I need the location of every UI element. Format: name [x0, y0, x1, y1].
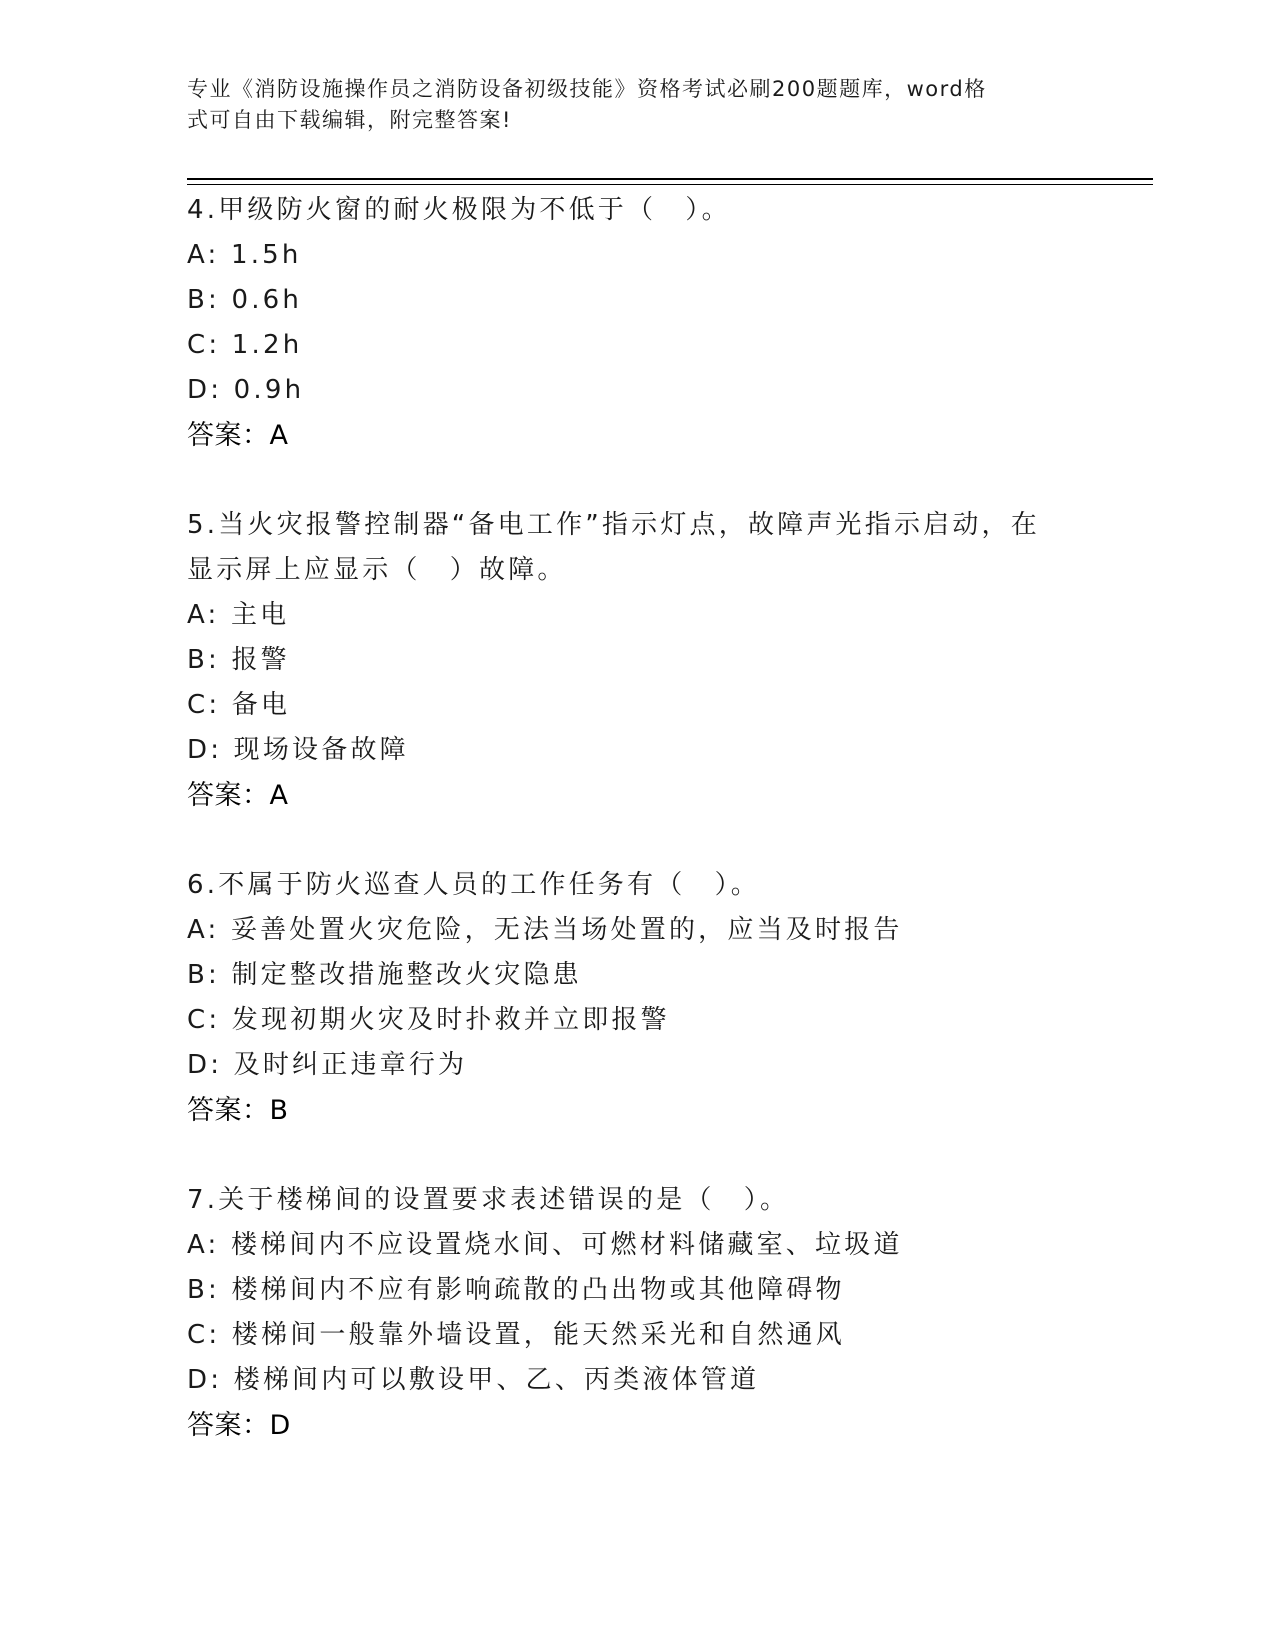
option-d: [187, 1358, 1087, 1403]
option-letter: A:: [187, 1230, 220, 1260]
answer-line: 答案：A: [187, 420, 289, 451]
option-letter: A:: [187, 600, 220, 630]
option-text: 妥善处置火灾危险，无法当场处置的，应当及时报告: [230, 915, 903, 945]
header-rule-thick: [187, 178, 1153, 180]
answer-line: 答案：A: [187, 780, 289, 811]
option-letter: D:: [187, 1365, 223, 1395]
option-text: 主电: [230, 600, 290, 630]
question-item: [187, 863, 1087, 1133]
question-list: [187, 188, 1087, 1448]
option-text: 1.2h: [231, 330, 303, 360]
answer-line: 答案：B: [187, 1095, 289, 1126]
answer-line: 答案：D: [187, 1410, 291, 1441]
option-letter: B:: [187, 285, 220, 315]
option-letter: C:: [187, 1320, 221, 1350]
option-text: 及时纠正违章行为: [233, 1050, 468, 1080]
option-text: 备电: [231, 690, 291, 720]
question-gap: [187, 818, 1087, 863]
option-letter: C:: [187, 690, 221, 720]
option-letter: A:: [187, 915, 220, 945]
option-text: 现场设备故障: [233, 735, 409, 765]
option-b: [187, 953, 1087, 998]
option-letter: D:: [187, 375, 223, 405]
option-c: [187, 323, 1087, 368]
option-d: [187, 368, 1087, 413]
option-text: 楼梯间内不应设置烧水间、可燃材料储藏室、垃圾道: [230, 1230, 903, 1260]
header-line-2: 式可自由下载编辑，附完整答案!: [187, 108, 512, 132]
question-item: [187, 503, 1087, 818]
question-stem: 7.关于楼梯间的设置要求表述错误的是（ ）。: [187, 1185, 790, 1215]
option-letter: A:: [187, 240, 220, 270]
question-stem: 4.甲级防火窗的耐火极限为不低于（ ）。: [187, 195, 731, 225]
option-c: [187, 998, 1087, 1043]
option-c: [187, 683, 1087, 728]
option-letter: D:: [187, 1050, 223, 1080]
question-gap: [187, 1133, 1087, 1178]
option-text: 0.9h: [233, 375, 305, 405]
question-stem: 6.不属于防火巡查人员的工作任务有（ ）。: [187, 870, 761, 900]
document-header: [187, 74, 1067, 136]
option-text: 楼梯间一般靠外墙设置，能天然采光和自然通风: [231, 1320, 845, 1350]
option-letter: B:: [187, 960, 220, 990]
option-a: [187, 593, 1087, 638]
question-stem: 5.当火灾报警控制器“备电工作”指示灯点，故障声光指示启动，在: [187, 510, 1040, 540]
option-b: [187, 1268, 1087, 1313]
option-letter: C:: [187, 330, 221, 360]
option-a: [187, 908, 1087, 953]
option-d: [187, 728, 1087, 773]
option-text: 1.5h: [230, 240, 302, 270]
option-letter: D:: [187, 735, 223, 765]
question-stem-continued: 显示屏上应显示（ ）故障。: [187, 555, 567, 585]
header-rule-thin: [187, 184, 1153, 185]
option-text: 楼梯间内不应有影响疏散的凸出物或其他障碍物: [231, 1275, 845, 1305]
option-letter: B:: [187, 1275, 220, 1305]
option-text: 制定整改措施整改火灾隐患: [231, 960, 582, 990]
option-text: 报警: [231, 645, 290, 675]
option-text: 0.6h: [231, 285, 303, 315]
option-letter: C:: [187, 1005, 221, 1035]
header-line-1: 专业《消防设施操作员之消防设备初级技能》资格考试必刷200题题库，word格: [187, 77, 987, 101]
question-gap: [187, 458, 1087, 503]
option-b: [187, 278, 1087, 323]
option-d: [187, 1043, 1087, 1088]
option-a: [187, 1223, 1087, 1268]
option-a: [187, 233, 1087, 278]
option-c: [187, 1313, 1087, 1358]
option-text: 楼梯间内可以敷设甲、乙、丙类液体管道: [233, 1365, 760, 1395]
question-item: [187, 1178, 1087, 1448]
option-letter: B:: [187, 645, 220, 675]
option-b: [187, 638, 1087, 683]
question-item: [187, 188, 1087, 458]
option-text: 发现初期火灾及时扑救并立即报警: [231, 1005, 670, 1035]
